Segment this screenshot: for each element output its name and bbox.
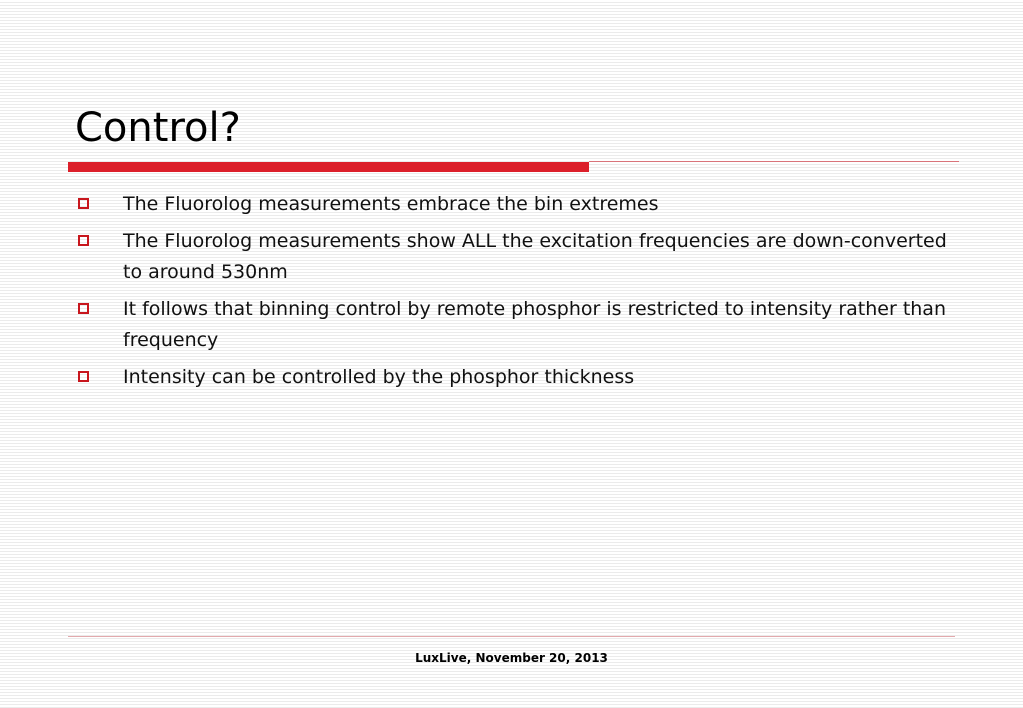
bullet-item <box>78 362 958 393</box>
hollow-square-icon <box>78 198 89 209</box>
title-underline-thin <box>589 161 959 162</box>
bullet-list <box>78 189 958 399</box>
bullet-text: The Fluorolog measurements embrace the bin extremes <box>123 193 659 215</box>
bullet-item <box>78 189 958 220</box>
slide-title: Control? <box>75 105 241 151</box>
bullet-text: Intensity can be controlled by the phosphor thickness <box>123 366 635 388</box>
bullet-item <box>78 294 958 356</box>
hollow-square-icon <box>78 235 89 246</box>
footer-text: LuxLive, November 20, 2013 <box>415 651 608 665</box>
hollow-square-icon <box>78 303 89 314</box>
bullet-item <box>78 226 958 288</box>
hollow-square-icon <box>78 371 89 382</box>
bullet-text: The Fluorolog measurements show ALL the excitation frequencies are down-converted to around 530nm <box>123 230 947 283</box>
footer-divider <box>68 636 955 637</box>
bullet-text: It follows that binning control by remote phosphor is restricted to intensity rather than frequency <box>123 298 946 351</box>
title-underline-accent <box>68 162 589 172</box>
